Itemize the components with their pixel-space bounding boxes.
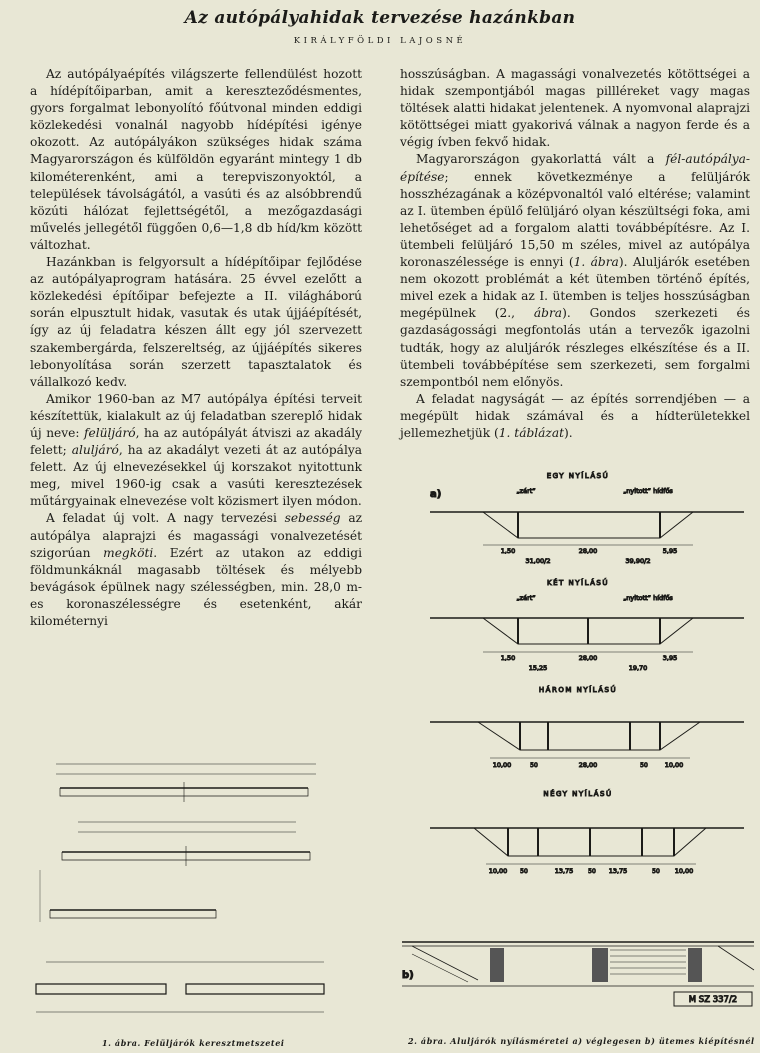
svg-text:13,75: 13,75 — [608, 867, 628, 875]
author-name: KIRÁLYFÖLDI LAJOSNÉ — [293, 36, 467, 46]
paragraph-3: Amikor 1960-ban az M7 autópálya építési terveit készítettük, kialakult az új feladatban szereplő hidak új neve: felüljáró, ha az autópályát átviszi az akadály felett; aluljáró, ha az akadályt vezeti át az autópálya felett. Az új elnevezésekkel új korszakot nyitottunk meg, mivel 1960-ig csak a vasúti keresztezések műtárgyainak elnevezése volt közismert ilyen módon. — [30, 391, 362, 509]
right-column — [400, 66, 750, 442]
svg-text:10,00: 10,00 — [664, 761, 684, 769]
paragraph-4: A feladat új volt. A nagy tervezési sebesség az autópálya alaprajzi és magassági vonalvezetését szigorúan megköti. Ezért az utakon az eddigi földmunkáknál magasabb töltések és mélyebb bevágások épülnek nagy szélességben, min. 28,0 m-es koronaszélességre és esetenként, akár kilométernyi — [30, 511, 363, 628]
svg-text:31,00/2: 31,00/2 — [525, 557, 551, 565]
paragraph-6: Magyarországon gyakorlattá vált a fél-autópálya-építése; ennek következménye a felüljárók hosszhézagának a középvonaltól való eltérése; valamint az I. ütemben épülő felüljáró olyan készültségi foka, ami lehetőséget ad a forgalom alatti továbbépítésre. Az I. ütembeli felüljáró 15,50 m széles, mivel az autópálya koronaszélessége is ennyi (1. ábra). Aluljárók esetében nem okozott problémát a két ütemben történő építés, mivel ezek a hidak az I. ütemben is teljes hosszúságban megépülnek (2., ábra). Gondos szerkezeti és gazdaságossági megfontolás után a tervezők igazolni tudták, hogy az aluljárók részleges elkészítése és a II. ütembeli továbbépítése sem szerkezeti, sem forgalmi szempontból nem előnyös. — [400, 152, 750, 389]
svg-text:10,00: 10,00 — [492, 761, 512, 769]
fig2-heading-2: KÉT NYÍLÁSÚ — [546, 579, 610, 587]
fig2-b-label: b) — [402, 970, 414, 981]
svg-text:1,50: 1,50 — [500, 547, 516, 555]
svg-text:15,25: 15,25 — [528, 664, 548, 672]
svg-text:„nyitott” hídfős: „nyitott” hídfős — [623, 594, 673, 602]
svg-text:50: 50 — [530, 762, 538, 769]
paragraph-1: Az autópályaépítés világszerte fellendülést hozott a hídépítőiparban, amit a kereszteződésmentes, gyors forgalmat lebonyolító főútvonal minden eddigi közlekedési vonalnál nagyobb hídépítési igénye okozott. Az autópályákon szükséges hidak száma Magyarországon és külföldön egyaránt mintegy 1 db kilométerenként, ami a terepviszonyoktól, a települések távolságától, a vasúti és az alsóbbrendű közúti hálózat fejlettségétől, a mezőgazdasági művelés jellegétől függően 0,6—1,8 db híd/km között változhat. — [30, 67, 362, 252]
svg-text:39,90/2: 39,90/2 — [625, 557, 651, 565]
svg-text:10,00: 10,00 — [674, 867, 694, 875]
fig2-heading-3: HÁROM NYÍLÁSÚ — [538, 686, 618, 694]
svg-text:50: 50 — [520, 868, 528, 875]
svg-text:50: 50 — [640, 762, 648, 769]
figure-1-caption: 1. ábra. Felüljárók keresztmetszetei — [102, 1038, 285, 1048]
fig2-stamp: M SZ 337/2 — [688, 995, 738, 1005]
svg-text:28,00: 28,00 — [578, 654, 598, 662]
fig2-heading-1: EGY NYÍLÁSÚ — [546, 472, 610, 480]
figure-1-drawing — [26, 752, 346, 1034]
article-title: Az autópályahidak tervezése hazánkban — [184, 8, 576, 28]
svg-text:5,95: 5,95 — [662, 547, 678, 555]
figure-2-drawing — [398, 460, 758, 1030]
svg-text:13,75: 13,75 — [554, 867, 574, 875]
paragraph-5: hosszúságban. A magassági vonalvezetés kötöttségei a hidak szempontjából magas pillléreket vagy magas töltések alatti hidakat jelentenek. A nyomvonal alaprajzi kötöttségei miatt gyakorivá válnak a nagyon ferde és a végig ívben fekvő hidak. — [400, 67, 750, 150]
svg-text:3,95: 3,95 — [662, 654, 678, 662]
paragraph-2: Hazánkban is felgyorsult a hídépítőipar fejlődése az autópályaprogram hatására. 25 évvel ezelőtt a közlekedési építőipar befejezte a II. világháború során elpusztult hidak, vasutak és utak újjáépítését, így az új feladatra készen állt egy jól szervezett szakembergárda, felszereltség, az újjáépítés sikeres lebonyolítása során szerzett tapasztalatok és vállalkozó kedv. — [30, 255, 362, 389]
fig2-a-label: a) — [430, 489, 442, 500]
svg-text:28,00: 28,00 — [578, 547, 598, 555]
figure-2-caption: 2. ábra. Aluljárók nyílásméretei a) véglegesen b) ütemes kiépítésnél — [408, 1036, 755, 1046]
fig2-note-right-1: „nyitott” hídfős — [623, 487, 673, 495]
svg-text:„zárt”: „zárt” — [516, 594, 536, 602]
svg-text:50: 50 — [588, 868, 596, 875]
fig2-heading-4: NÉGY NYÍLÁSÚ — [543, 790, 613, 798]
svg-text:19,70: 19,70 — [628, 664, 648, 672]
paragraph-7: A feladat nagyságát — az építés sorrendjében — a megépült hidak számával és a hídterületekkel jellemezhetjük (1. táblázat). — [400, 391, 750, 440]
svg-text:1,50: 1,50 — [500, 654, 516, 662]
svg-text:10,00: 10,00 — [488, 867, 508, 875]
fig2-note-left-1: „zárt” — [516, 487, 536, 495]
svg-text:28,00: 28,00 — [578, 761, 598, 769]
svg-text:50: 50 — [652, 868, 660, 875]
left-column — [30, 66, 362, 630]
